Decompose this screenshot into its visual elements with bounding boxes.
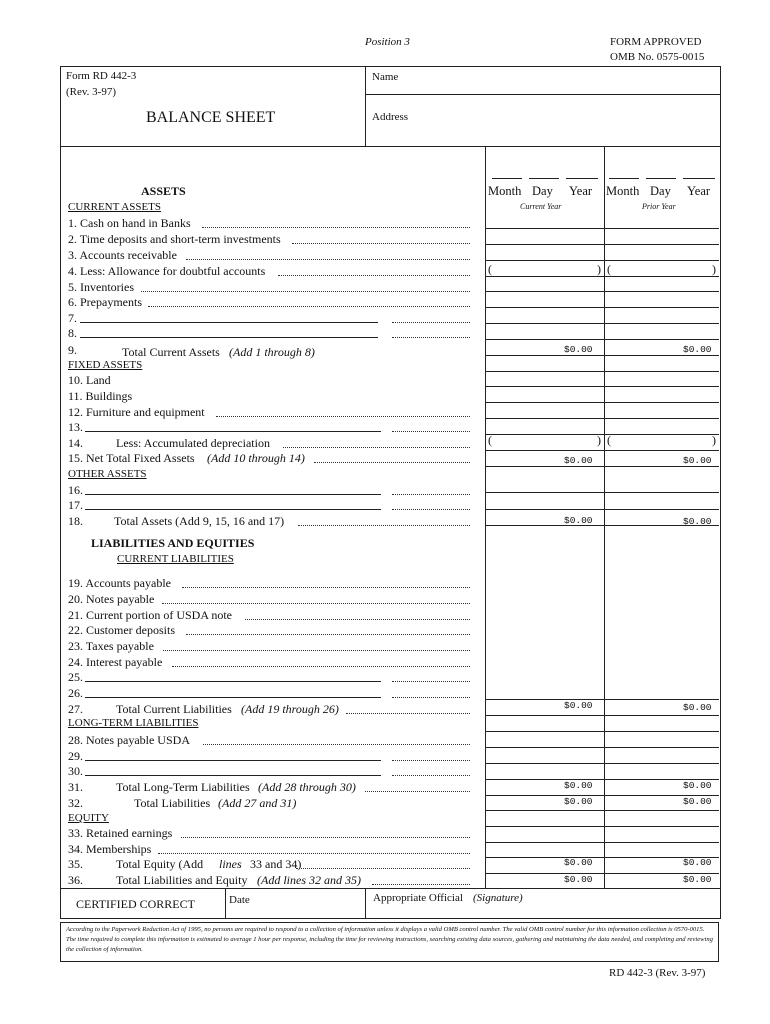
cell-rule: [605, 826, 719, 827]
cell-rule: [486, 810, 604, 811]
line-32-label: Total Liabilities: [134, 796, 211, 810]
current-assets-heading: CURRENT ASSETS: [68, 201, 162, 213]
cell-rule: [605, 386, 719, 387]
line-14-number: 14.: [68, 436, 83, 450]
cell-rule: [486, 371, 604, 372]
line-36-label: Total Liabilities and Equity: [116, 873, 248, 887]
total-current-assets-cy[interactable]: $0.00: [564, 344, 593, 355]
cell-rule: [605, 323, 719, 324]
line-16-label: 16.: [68, 483, 83, 497]
cell-rule: [605, 276, 719, 277]
form-reference: RD 442-3 (Rev. 3-97): [609, 967, 706, 979]
total-liabilities-cy[interactable]: $0.00: [564, 796, 593, 807]
cell-rule: [486, 386, 604, 387]
cell-rule: [486, 509, 604, 510]
cell-rule: [605, 402, 719, 403]
cell-rule: [486, 842, 604, 843]
py-year-blank: [683, 178, 715, 179]
long-term-heading: LONG-TERM LIABILITIES: [68, 717, 199, 729]
py-day-label: Day: [650, 184, 671, 198]
line-10-label: 10. Land: [68, 373, 111, 387]
line-30-label: 30.: [68, 764, 83, 778]
total-current-liabilities-cy[interactable]: $0.00: [564, 700, 593, 711]
line-24-label: 24. Interest payable: [68, 655, 163, 669]
address-field[interactable]: [415, 98, 715, 142]
cell-rule: [605, 228, 719, 229]
fixed-assets-heading: FIXED ASSETS: [68, 359, 143, 371]
address-label: Address: [372, 111, 409, 123]
total-liab-equity-py[interactable]: $0.00: [683, 874, 712, 885]
line-17-label: 17.: [68, 498, 83, 512]
line-27-number: 27.: [68, 702, 83, 716]
cell-rule: [486, 323, 604, 324]
line-7-label: 7.: [68, 311, 77, 325]
certified-correct: CERTIFIED CORRECT: [76, 897, 195, 911]
cell-rule: [486, 492, 604, 493]
line-32-note: (Add 27 and 31): [218, 796, 297, 810]
prior-year-caption: Prior Year: [642, 202, 676, 211]
cell-rule: [486, 276, 604, 277]
date-label: Date: [229, 894, 250, 906]
cell-rule: [605, 492, 719, 493]
cell-rule: [605, 307, 719, 308]
total-liabilities-py[interactable]: $0.00: [683, 796, 712, 807]
cell-rule: [605, 731, 719, 732]
line-31-number: 31.: [68, 780, 83, 794]
cell-rule: [486, 244, 604, 245]
signature-field[interactable]: [375, 905, 715, 917]
cell-rule: [486, 450, 604, 451]
line-13-label: 13.: [68, 420, 83, 434]
cell-rule: [605, 450, 719, 451]
line-36-number: 36.: [68, 873, 83, 887]
cell-rule: [486, 826, 604, 827]
py-month-label: Month: [606, 184, 640, 198]
line-9-number: 9.: [68, 343, 77, 357]
cell-rule: [605, 810, 719, 811]
cy-day-label: Day: [532, 184, 553, 198]
omb-number: OMB No. 0575-0015: [610, 51, 705, 63]
total-assets-py[interactable]: $0.00: [683, 516, 712, 527]
line-2-label: 2. Time deposits and short-term investments: [68, 232, 281, 246]
signature-label: (Signature): [473, 892, 523, 904]
position-label: Position 3: [365, 36, 410, 48]
line-3-label: 3. Accounts receivable: [68, 248, 177, 262]
cell-rule: [486, 418, 604, 419]
line-8-label: 8.: [68, 326, 77, 340]
line-12-label: 12. Furniture and equipment: [68, 405, 205, 419]
cy-year-label: Year: [569, 184, 593, 198]
line-22-label: 22. Customer deposits: [68, 623, 175, 637]
cy-day-blank: [529, 178, 559, 179]
total-long-term-cy[interactable]: $0.00: [564, 780, 593, 791]
cell-rule: [605, 747, 719, 748]
line-23-label: 23. Taxes payable: [68, 639, 154, 653]
cell-rule: [605, 715, 719, 716]
total-equity-py[interactable]: $0.00: [683, 857, 712, 868]
form-approved-label: FORM APPROVED: [610, 36, 702, 48]
page-title: BALANCE SHEET: [146, 109, 276, 126]
line-35-number: 35.: [68, 857, 83, 871]
line-34-label: 34. Memberships: [68, 842, 152, 856]
py-year-label: Year: [687, 184, 711, 198]
line-14-label: Less: Accumulated depreciation: [116, 436, 270, 450]
line-31-label: Total Long-Term Liabilities: [116, 780, 250, 794]
line-19-label: 19. Accounts payable: [68, 576, 171, 590]
line-27-label: Total Current Liabilities: [116, 702, 232, 716]
cell-rule: [605, 339, 719, 340]
official-label: Appropriate Official: [373, 892, 463, 904]
line-18-number: 18.: [68, 514, 83, 528]
name-field[interactable]: [410, 68, 715, 90]
current-liabilities-heading: CURRENT LIABILITIES: [117, 553, 234, 565]
prior-year-column-border: [604, 146, 605, 889]
line-32-number: 32.: [68, 796, 83, 810]
line-27-note: (Add 19 through 26): [241, 702, 339, 716]
cell-rule: [486, 763, 604, 764]
cell-rule: [605, 371, 719, 372]
line-20-label: 20. Notes payable: [68, 592, 155, 606]
cell-rule: [486, 402, 604, 403]
cell-rule: [605, 699, 719, 700]
equity-heading: EQUITY: [68, 812, 109, 824]
total-equity-cy[interactable]: $0.00: [564, 857, 593, 868]
line-18-label: Total Assets (Add 9, 15, 16 and 17): [114, 514, 285, 528]
line-26-label: 26.: [68, 686, 83, 700]
cell-rule: [486, 747, 604, 748]
line-31-note: (Add 28 through 30): [258, 780, 356, 794]
current-year-column-border: [485, 146, 486, 889]
current-year-caption: Current Year: [520, 202, 562, 211]
line-29-label: 29.: [68, 749, 83, 763]
line-9-note: (Add 1 through 8): [229, 345, 315, 359]
cell-rule: [605, 434, 719, 435]
line-33-label: 33. Retained earnings: [68, 826, 173, 840]
cell-rule: [486, 715, 604, 716]
cell-rule: [486, 434, 604, 435]
line-36-note: (Add lines 32 and 35): [257, 873, 361, 887]
line-15-label: 15. Net Total Fixed Assets: [68, 451, 195, 465]
header-divider: [365, 66, 366, 146]
line-11-label: 11. Buildings: [68, 389, 133, 403]
cell-rule: [486, 228, 604, 229]
line-35-tail: 33 and 34): [250, 857, 302, 871]
form-number: Form RD 442-3: [66, 70, 137, 82]
cell-rule: [605, 260, 719, 261]
total-long-term-py[interactable]: $0.00: [683, 780, 712, 791]
net-fixed-assets-cy[interactable]: $0.00: [564, 455, 593, 466]
name-label: Name: [372, 71, 399, 83]
py-day-blank: [646, 178, 676, 179]
total-current-assets-py[interactable]: $0.00: [683, 344, 712, 355]
line-9-label: Total Current Assets: [122, 345, 220, 359]
liabilities-heading: LIABILITIES AND EQUITIES: [91, 536, 255, 550]
line-4-label: 4. Less: Allowance for doubtful accounts: [68, 264, 266, 278]
line-35-label: Total Equity (Add: [116, 857, 204, 871]
cell-rule: [486, 291, 604, 292]
form-revision: (Rev. 3-97): [66, 86, 116, 98]
line-15-note: (Add 10 through 14): [207, 451, 305, 465]
line-5-label: 5. Inventories: [68, 280, 134, 294]
cell-rule: [605, 842, 719, 843]
cell-rule: [605, 244, 719, 245]
assets-heading: ASSETS: [141, 184, 186, 198]
total-liab-equity-cy[interactable]: $0.00: [564, 874, 593, 885]
cell-rule: [486, 307, 604, 308]
cy-month-blank: [492, 178, 522, 179]
cell-rule: [486, 339, 604, 340]
line-21-label: 21. Current portion of USDA note: [68, 608, 232, 622]
cell-rule: [605, 509, 719, 510]
cy-year-blank: [566, 178, 598, 179]
paperwork-notice: According to the Paperwork Reduction Act of 1995, no persons are required to respond to a collection of information unless it displays a valid OMB control number. The valid OMB control number for this information collection is 0570-0015. The time required to complete this information is estimated to average 1 hour per response, including the time for reviewing instructions, searching existing data sources, gathering and maintaining the data needed, and completing and reviewing the collection of information.: [60, 922, 719, 962]
line-6-label: 6. Prepayments: [68, 295, 142, 309]
cell-rule: [605, 418, 719, 419]
line-25-label: 25.: [68, 670, 83, 684]
cy-month-label: Month: [488, 184, 522, 198]
cell-rule: [605, 291, 719, 292]
cell-rule: [486, 260, 604, 261]
py-month-blank: [609, 178, 639, 179]
line-1-label: 1. Cash on hand in Banks: [68, 216, 191, 230]
line-35-note: lines: [219, 857, 242, 871]
cell-rule: [486, 731, 604, 732]
net-fixed-assets-py[interactable]: $0.00: [683, 455, 712, 466]
line-28-label: 28. Notes payable USDA: [68, 733, 190, 747]
date-field[interactable]: [232, 906, 360, 917]
total-assets-cy[interactable]: $0.00: [564, 515, 593, 526]
columns-top: [485, 146, 720, 147]
cell-rule: [605, 763, 719, 764]
name-divider: [365, 94, 720, 95]
total-current-liabilities-py[interactable]: $0.00: [683, 702, 712, 713]
other-assets-heading: OTHER ASSETS: [68, 468, 147, 480]
